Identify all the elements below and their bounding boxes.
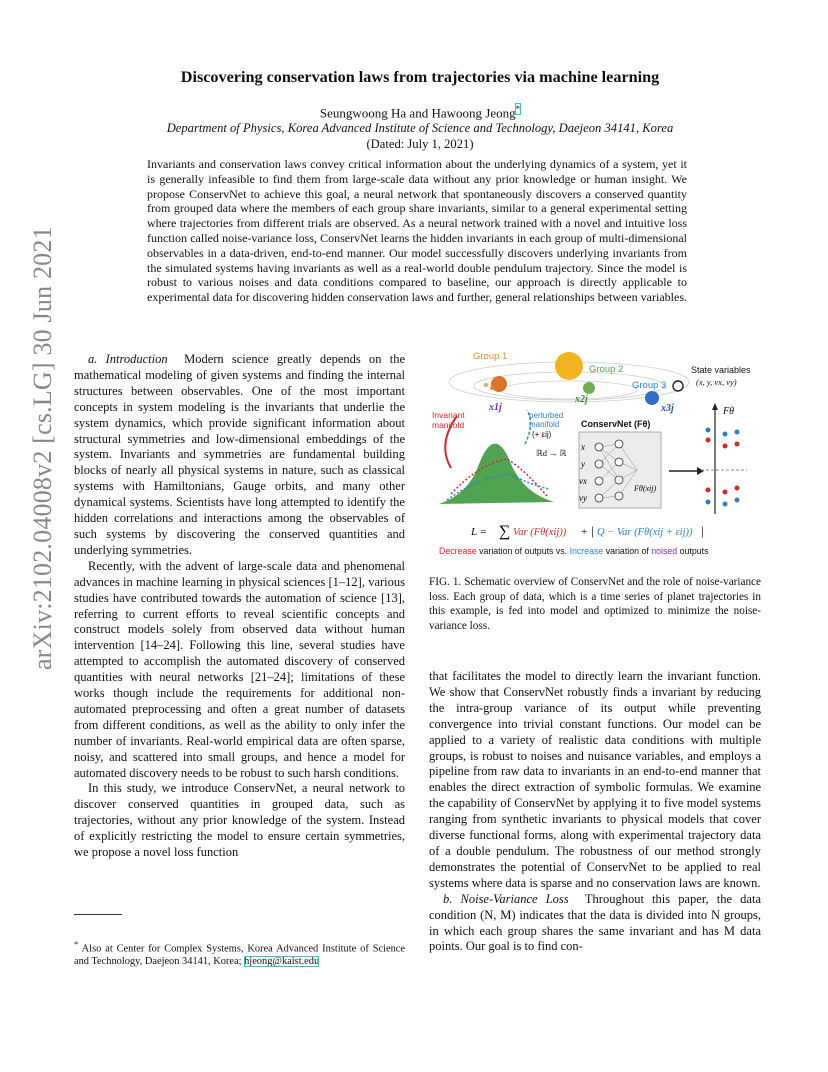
footnote-mark: * [74, 939, 79, 949]
author-footnote-mark[interactable]: * [515, 104, 521, 114]
this-study-paragraph: In this study, we introduce ConservNet, a neural network to discover conserved quantities in grouped data, such as trajectories, without any prior knowledge of the system. Instead of explicitly restricting the model to ensure certain symmetries, we propose a novel loss function [74, 781, 405, 860]
noise-variance-section-label: b. Noise-Variance Loss [443, 891, 569, 906]
figure-1-caption: FIG. 1. Schematic overview of ConservNet and the role of noise-variance loss. Each group of data, which is a time series of planet trajectories in this example, is fed into model and optimized to minimize the noise-variance loss. [429, 576, 761, 632]
x3j-label: x3j [661, 403, 674, 414]
perturbed-manifold-label-1: perturbed [529, 411, 564, 420]
output-markers [706, 428, 740, 507]
orbit-ring [501, 381, 637, 399]
legend-noised: noised [651, 546, 678, 556]
group-3-label: Group 3 [632, 380, 667, 391]
abs-close: | [701, 523, 704, 538]
group-1-label: Group 1 [473, 351, 508, 362]
x2j-label: x2j [575, 394, 588, 405]
perturbed-manifold-label-2: manifold [529, 420, 560, 429]
state-variable-probe-icon [673, 381, 683, 391]
paper-title: Discovering conservation laws from trajectories via machine learning [180, 68, 660, 86]
figure-1-schematic [429, 344, 761, 564]
intro-paragraph [74, 352, 405, 559]
legend-increase: Increase [569, 546, 604, 556]
x1j-label: x1j [489, 402, 502, 413]
figure-1 [429, 344, 761, 564]
input-x: x [581, 442, 585, 452]
legend-decrease: Decrease [439, 546, 477, 556]
trajectory-dot [490, 386, 494, 390]
footnote-text: Also at Center for Complex Systems, Korea Advanced Institute of Science and Technology, Daejeon 34141, Korea; [74, 943, 405, 968]
author-names: Seungwoong Ha and Hawoong Jeong [319, 105, 516, 121]
f-theta-axis-head [712, 403, 718, 410]
input-vx: vx [579, 476, 587, 486]
planet-icon [645, 391, 659, 405]
planet-icon [491, 376, 507, 392]
loss-plus: + [581, 526, 588, 538]
footnote [74, 938, 405, 968]
trajectory-dot [484, 383, 488, 387]
legend-end: outputs [677, 546, 709, 556]
mapping-label: ℝd → ℝ [536, 448, 567, 458]
related-work-paragraph: Recently, with the advent of large-scale data and phenomenal advances in machine learning in physical sciences [1–12], various studies have contributed towards the automation of science [13], referring to current efforts to reveal scientific concepts and construct models solely from observed data without human intervention [14–24]. Following this line, several studies have attempted to accomplish the automated discovery of conserved quantities with neural networks [21–24]; limitations of these works though include the requirements for additional non-automated preprocessing and often a great number of datasets from different conditions, as well as the ability to only infer the number of invariants. Real-world empirical data are often sparse, noisy, and scattered into small groups, and hence a model for automated discovery needs to be robust to such harsh conditions. [74, 558, 405, 780]
f-theta-axis-label: Fθ [723, 406, 735, 417]
output-arrowhead [697, 467, 704, 475]
sum-symbol: ∑ [499, 523, 511, 540]
legend-mid-1: variation of outputs vs. [476, 546, 570, 556]
authors [100, 104, 740, 121]
invariant-manifold-label-2: manifold [432, 420, 465, 430]
legend-mid-2: variation of [603, 546, 652, 556]
noise-variance-text: Throughout this paper, the data condition (N, M) indicates that the data is divided into N groups, in which each group shares the same invariant and has M data points. Our goal is to find con- [429, 891, 761, 954]
loss-term-noise-variance: Q − Var (Fθ(xij + εij)) [597, 527, 693, 538]
loss-term-variance: Var (Fθ(xij)) [513, 527, 567, 538]
intro-section-label: a. Introduction [88, 352, 168, 366]
author-email-link[interactable]: hjeong@kaist.edu [244, 956, 320, 968]
loss-legend [439, 546, 709, 556]
noise-variance-paragraph [429, 892, 761, 956]
right-column [429, 669, 761, 955]
left-column [74, 352, 405, 861]
date-line: (Dated: July 1, 2021) [366, 137, 474, 151]
state-variables-label: State variables [691, 365, 751, 375]
intro-text: Modern science greatly depends on the mathematical modeling of given systems and finding the internal structures between observables. One of the most important concepts in system modeling is the invariants that underlie the system dynamics, which provide significant information about structural symmetries and low-dimensional embeddings of the system. Invariants and symmetries are fundamental building blocks of nearly all physical systems in nature, such as classical systems with Hamiltonians, Gauge orbits, and many other dynamical systems. Scientists have long attempted to identify the hidden correlations and interactions among the observables of such systems by discovering the conserved quantities and underlying symmetries. [74, 352, 406, 557]
conservnet-label: ConservNet (Fθ) [581, 419, 651, 429]
perturbed-manifold-label-3: (+ εij) [532, 430, 552, 439]
footnote-rule [74, 914, 122, 915]
group-2-label: Group 2 [589, 364, 624, 375]
abstract: Invariants and conservation laws convey critical information about the underlying dynamics of a system, yet it is generally infeasible to find them from large-scale data without any prior knowledge or human insight. We propose ConservNet to achieve this goal, a neural network that spontaneously discovers a conserved quantity from grouped data where the members of each group share invariants, similar to a general experimental setting where trajectories from different trials are observed. As a neural network trained with a novel and intuitive loss function called noise-variance loss, ConservNet learns the hidden invariants in each group of multi-dimensional observables in a data-driven, end-to-end manner. Our model successfully discovers underlying invariants from the simulated systems having invariants as well as a real-world double pendulum trajectory. Since the model is robust to various noises and data conditions compared to baseline, our approach is directly applicable to experimental data for discovering hidden conservation laws and further, general relationships between variables. [147, 157, 687, 305]
sun-icon [555, 352, 583, 380]
input-y: y [581, 459, 585, 469]
loss-lhs: L = [471, 526, 488, 538]
planet-icon [583, 382, 595, 394]
abs-open: | [591, 523, 594, 538]
affiliation: Department of Physics, Korea Advanced Institute of Science and Technology, Daejeon 34141, Korea [166, 121, 674, 135]
invariant-manifold-label-1: Invariant [432, 410, 465, 420]
state-tuple-label: (x, y, vx, vy) [696, 377, 737, 387]
continued-paragraph: that facilitates the model to directly learn the invariant function. We show that ConservNet robustly finds a invariant by reducing the intra-group variance of its output while preventing convergence into trivial constant functions. Our model can be applied to a variety of realistic data conditions with multiple groups, is robust to noises and nuisance variables, and employs a pipeline from raw data to invariants in an end-to-end manner that enables the direct extraction of symbolic formulas. We examine the capability of ConservNet by applying it to five model systems ranging from synthetic invariants to physical models that cover diverse functional forms, along with experimental trajectory data of a double pendulum. The robustness of our method strongly demonstrates the potential of ConservNet to be applied to real systems where data is sparse and no conservation laws are known. [429, 669, 761, 890]
arxiv-id: arXiv:2102.04008v2 [cs.LG] 30 Jun 2021 [28, 226, 57, 670]
input-vy: vy [579, 493, 587, 503]
output-label: Fθ(xij) [634, 484, 657, 493]
